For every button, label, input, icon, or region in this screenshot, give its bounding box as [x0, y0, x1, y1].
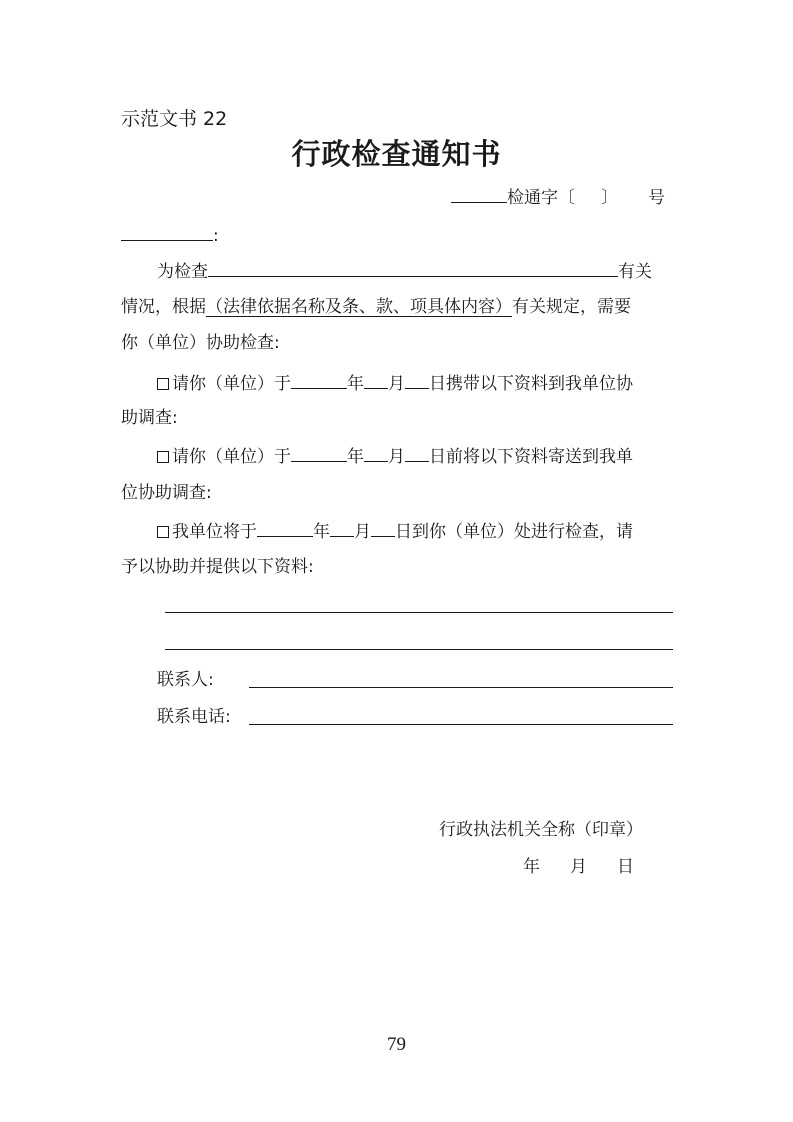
number-prefix-blank[interactable] — [451, 184, 507, 203]
option-1 — [157, 370, 633, 396]
option-3-day-unit: 日 — [395, 522, 412, 542]
option-1-prefix: 请你（单位）于 — [172, 374, 291, 394]
document-title: 行政检查通知书 — [291, 137, 502, 171]
number-line-middle: 检通字〔 — [507, 188, 575, 208]
option-2-day-unit: 日 — [429, 447, 446, 467]
signature-date-day: 日 — [617, 857, 634, 877]
option-3-month-unit: 月 — [354, 522, 371, 542]
option-3-year-blank[interactable] — [257, 518, 313, 537]
contact-person-field[interactable] — [249, 687, 673, 688]
contact-person-label: 联系人: — [157, 670, 214, 690]
signature-date — [523, 855, 634, 879]
option-3-text: 到你（单位）处进行检查，请 — [412, 522, 633, 542]
addressee-blank[interactable] — [121, 222, 213, 241]
legal-basis-line — [121, 295, 631, 319]
materials-line-2[interactable] — [165, 649, 673, 650]
legal-basis-prefix: 情况，根据 — [121, 297, 206, 317]
option-1-day-blank[interactable] — [405, 370, 429, 389]
document-number-line — [451, 184, 665, 210]
option-2-year-blank[interactable] — [291, 443, 347, 462]
option-2-month-blank[interactable] — [364, 443, 388, 462]
option-3-prefix: 我单位将于 — [172, 522, 257, 542]
addressee-colon: : — [213, 226, 219, 246]
document-label: 示范文书 22 — [121, 108, 228, 130]
purpose-suffix: 有关 — [618, 262, 652, 282]
legal-basis-suffix: 有关规定，需要 — [512, 297, 631, 317]
option-1-text: 携带以下资料到我单位协 — [446, 374, 633, 394]
signature-date-year: 年 — [523, 857, 540, 877]
option-2-month-unit: 月 — [388, 447, 405, 467]
option-1-day-unit: 日 — [429, 374, 446, 394]
option-2-day-blank[interactable] — [405, 443, 429, 462]
contact-phone-field[interactable] — [249, 724, 673, 725]
contact-phone-label: 联系电话: — [157, 707, 231, 727]
option-3 — [157, 518, 633, 544]
assist-request-line: 你（单位）协助检查: — [121, 333, 280, 353]
option-3-month-blank[interactable] — [330, 518, 354, 537]
legal-basis-content: （法律依据名称及条、款、项具体内容） — [206, 297, 512, 317]
option-1-month-blank[interactable] — [364, 370, 388, 389]
option-2 — [157, 443, 633, 469]
option-1-checkbox[interactable] — [157, 378, 169, 390]
option-1-year-unit: 年 — [347, 374, 364, 394]
option-2-continuation: 位协助调查: — [121, 483, 212, 503]
addressee-line — [121, 222, 219, 248]
signature-date-month: 月 — [570, 857, 587, 877]
number-line-suffix: 号 — [648, 188, 665, 208]
option-2-year-unit: 年 — [347, 447, 364, 467]
option-1-continuation: 助调查: — [121, 408, 178, 428]
option-2-prefix: 请你（单位）于 — [172, 447, 291, 467]
purpose-line — [157, 258, 652, 284]
option-1-month-unit: 月 — [388, 374, 405, 394]
purpose-prefix: 为检查 — [157, 262, 208, 282]
option-3-checkbox[interactable] — [157, 526, 169, 538]
inspection-matter-blank[interactable] — [208, 258, 618, 277]
option-2-checkbox[interactable] — [157, 451, 169, 463]
page-number: 79 — [387, 1034, 406, 1055]
materials-line-1[interactable] — [165, 612, 673, 613]
option-1-year-blank[interactable] — [291, 370, 347, 389]
option-3-continuation: 予以协助并提供以下资料: — [121, 557, 314, 577]
option-3-day-blank[interactable] — [371, 518, 395, 537]
option-3-year-unit: 年 — [313, 522, 330, 542]
authority-signature: 行政执法机关全称（印章） — [439, 820, 643, 840]
option-2-text: 前将以下资料寄送到我单 — [446, 447, 633, 467]
number-line-bracket-close: 〕 — [601, 188, 618, 208]
